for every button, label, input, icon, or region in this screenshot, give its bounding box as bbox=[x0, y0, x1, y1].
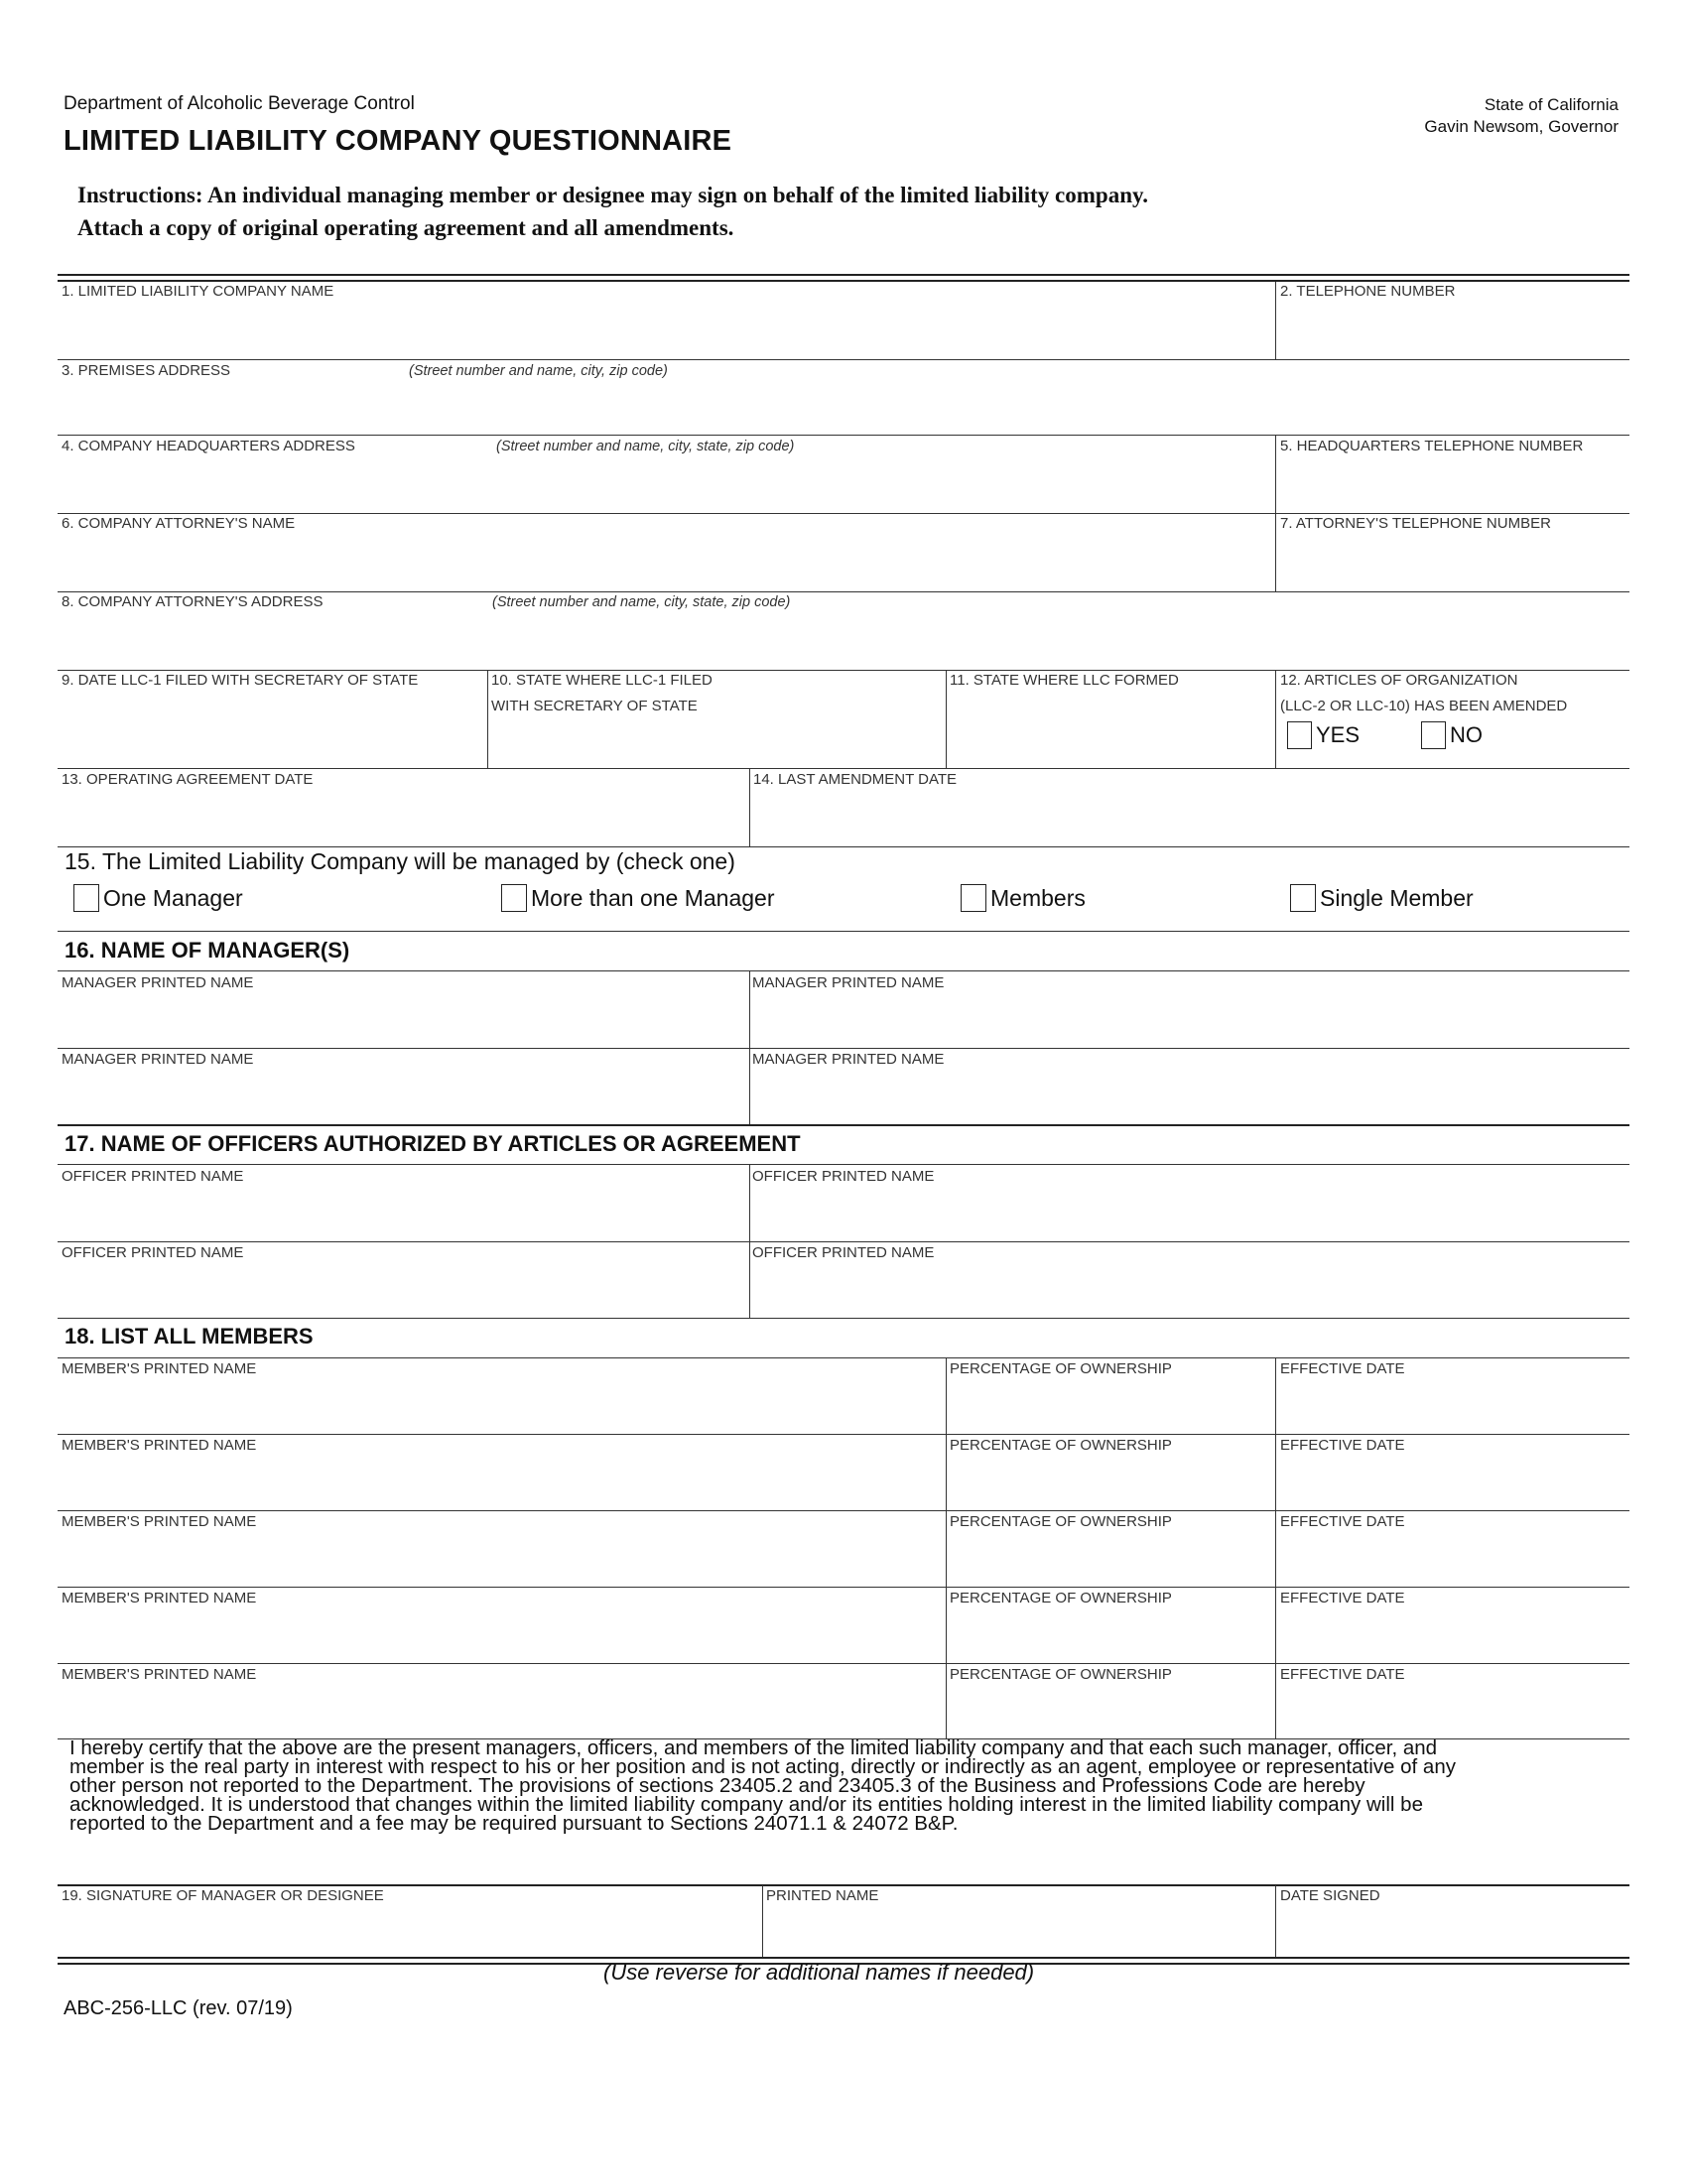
manager-name-field[interactable]: MANAGER PRINTED NAME bbox=[752, 1051, 945, 1068]
manager-name-field[interactable]: MANAGER PRINTED NAME bbox=[62, 1051, 254, 1068]
option-label: Members bbox=[990, 884, 1086, 911]
llc1-filed-state-label-2: WITH SECRETARY OF STATE bbox=[491, 698, 698, 714]
row-divider bbox=[58, 591, 1629, 592]
option-label: One Manager bbox=[103, 884, 243, 911]
row-divider bbox=[58, 768, 1629, 769]
form-title: LIMITED LIABILITY COMPANY QUESTIONNAIRE bbox=[64, 125, 732, 157]
instructions bbox=[77, 179, 1566, 244]
bottom-rule bbox=[58, 1957, 1629, 1959]
signature-field[interactable]: 19. SIGNATURE OF MANAGER OR DESIGNEE bbox=[62, 1887, 384, 1904]
hq-address-hint: (Street number and name, city, state, zip code) bbox=[496, 439, 795, 454]
instructions-line-2: Attach a copy of original operating agreement and all amendments. bbox=[77, 215, 734, 240]
state-formed-field[interactable]: 11. STATE WHERE LLC FORMED bbox=[950, 672, 1179, 689]
divider bbox=[946, 1358, 947, 1739]
member-effective-date-field[interactable]: EFFECTIVE DATE bbox=[1280, 1513, 1405, 1530]
row-divider bbox=[58, 1164, 1629, 1165]
row-divider bbox=[58, 931, 1629, 932]
member-percentage-field[interactable]: PERCENTAGE OF OWNERSHIP bbox=[950, 1513, 1172, 1530]
row-divider bbox=[58, 670, 1629, 671]
member-percentage-field[interactable]: PERCENTAGE OF OWNERSHIP bbox=[950, 1590, 1172, 1606]
governor-name: Gavin Newsom, Governor bbox=[1424, 117, 1619, 136]
premises-address-field[interactable]: 3. PREMISES ADDRESS bbox=[62, 362, 231, 379]
llc1-filed-state-field[interactable]: 10. STATE WHERE LLC-1 FILED bbox=[491, 672, 713, 689]
date-signed-field[interactable]: DATE SIGNED bbox=[1280, 1887, 1380, 1904]
top-rule bbox=[58, 274, 1629, 276]
divider bbox=[946, 671, 947, 768]
divider bbox=[1275, 1885, 1276, 1957]
hq-address-field[interactable]: 4. COMPANY HEADQUARTERS ADDRESS bbox=[62, 438, 355, 454]
officer-name-field[interactable]: OFFICER PRINTED NAME bbox=[62, 1244, 244, 1261]
row-divider bbox=[58, 1587, 1629, 1588]
member-percentage-field[interactable]: PERCENTAGE OF OWNERSHIP bbox=[950, 1360, 1172, 1377]
option-label: Single Member bbox=[1320, 884, 1474, 911]
row-divider bbox=[58, 970, 1629, 971]
no-label: NO bbox=[1450, 722, 1483, 747]
certification-line: I hereby certify that the above are the present managers, officers, and members of the limited liability company and that each such manager, officer, and bbox=[69, 1736, 1438, 1759]
premises-address-hint: (Street number and name, city, zip code) bbox=[409, 363, 668, 379]
officers-section-title: 17. NAME OF OFFICERS AUTHORIZED BY ARTICLES OR AGREEMENT bbox=[65, 1131, 801, 1156]
management-question: 15. The Limited Liability Company will be managed by (check one) bbox=[65, 848, 735, 874]
member-percentage-field[interactable]: PERCENTAGE OF OWNERSHIP bbox=[950, 1437, 1172, 1454]
member-name-field[interactable]: MEMBER'S PRINTED NAME bbox=[62, 1360, 257, 1377]
top-rule-2 bbox=[58, 280, 1629, 282]
checkbox[interactable] bbox=[961, 884, 986, 912]
member-name-field[interactable]: MEMBER'S PRINTED NAME bbox=[62, 1513, 257, 1530]
managers-section-title: 16. NAME OF MANAGER(S) bbox=[65, 938, 350, 963]
articles-amended-label-2: (LLC-2 OR LLC-10) HAS BEEN AMENDED bbox=[1280, 698, 1568, 714]
attorney-address-hint: (Street number and name, city, state, zip code) bbox=[492, 594, 791, 610]
row-divider bbox=[58, 1510, 1629, 1511]
row-divider bbox=[58, 435, 1629, 436]
llc-name-field[interactable]: 1. LIMITED LIABILITY COMPANY NAME bbox=[62, 283, 334, 300]
state-name: State of California bbox=[1484, 95, 1619, 114]
officer-name-field[interactable]: OFFICER PRINTED NAME bbox=[752, 1244, 935, 1261]
officer-name-field[interactable]: OFFICER PRINTED NAME bbox=[62, 1168, 244, 1185]
row-divider bbox=[58, 846, 1629, 847]
form-id: ABC-256-LLC (rev. 07/19) bbox=[64, 1997, 293, 2019]
member-percentage-field[interactable]: PERCENTAGE OF OWNERSHIP bbox=[950, 1666, 1172, 1683]
certification-text bbox=[69, 1738, 1558, 1833]
certification-line: member is the real party in interest with respect to his or her position and is not acting, directly or indirectly as an agent, employee or representative of any bbox=[69, 1755, 1456, 1778]
reverse-note: (Use reverse for additional names if needed) bbox=[603, 1960, 1035, 1985]
divider bbox=[749, 769, 750, 846]
state-header bbox=[1424, 94, 1619, 138]
divider bbox=[1275, 1358, 1276, 1739]
checkbox[interactable] bbox=[1287, 721, 1312, 749]
divider bbox=[487, 671, 488, 768]
attorney-telephone-field[interactable]: 7. ATTORNEY'S TELEPHONE NUMBER bbox=[1280, 515, 1551, 532]
row-divider bbox=[58, 513, 1629, 514]
certification-line: acknowledged. It is understood that changes within the limited liability company and/or its entities holding interest in the limited liability company will be bbox=[69, 1793, 1423, 1816]
member-effective-date-field[interactable]: EFFECTIVE DATE bbox=[1280, 1437, 1405, 1454]
checkbox[interactable] bbox=[501, 884, 527, 912]
articles-amended-yes[interactable] bbox=[1287, 721, 1360, 749]
divider bbox=[1275, 282, 1276, 359]
telephone-field[interactable]: 2. TELEPHONE NUMBER bbox=[1280, 283, 1456, 300]
option-more-than-one-manager[interactable] bbox=[501, 884, 775, 912]
row-divider bbox=[58, 1241, 1629, 1242]
divider bbox=[1275, 514, 1276, 591]
row-divider bbox=[58, 1434, 1629, 1435]
last-amendment-date-field[interactable]: 14. LAST AMENDMENT DATE bbox=[753, 771, 958, 788]
checkbox[interactable] bbox=[1290, 884, 1316, 912]
department-name: Department of Alcoholic Beverage Control bbox=[64, 93, 415, 114]
operating-agreement-date-field[interactable]: 13. OPERATING AGREEMENT DATE bbox=[62, 771, 314, 788]
checkbox[interactable] bbox=[73, 884, 99, 912]
row-divider bbox=[58, 1884, 1629, 1886]
officer-name-field[interactable]: OFFICER PRINTED NAME bbox=[752, 1168, 935, 1185]
member-effective-date-field[interactable]: EFFECTIVE DATE bbox=[1280, 1666, 1405, 1683]
row-divider bbox=[58, 359, 1629, 360]
option-label: More than one Manager bbox=[531, 884, 775, 911]
member-name-field[interactable]: MEMBER'S PRINTED NAME bbox=[62, 1437, 257, 1454]
row-divider bbox=[58, 1048, 1629, 1049]
row-divider bbox=[58, 1318, 1629, 1319]
articles-amended-label: 12. ARTICLES OF ORGANIZATION bbox=[1280, 672, 1518, 689]
divider bbox=[1275, 671, 1276, 768]
hq-telephone-field[interactable]: 5. HEADQUARTERS TELEPHONE NUMBER bbox=[1280, 438, 1584, 454]
divider bbox=[762, 1885, 763, 1957]
certification-line: reported to the Department and a fee may be required pursuant to Sections 24071.1 & 24072 B&P. bbox=[69, 1812, 959, 1835]
manager-name-field[interactable]: MANAGER PRINTED NAME bbox=[752, 974, 945, 991]
row-divider bbox=[58, 1357, 1629, 1358]
checkbox[interactable] bbox=[1421, 721, 1446, 749]
option-one-manager[interactable] bbox=[73, 884, 243, 912]
member-effective-date-field[interactable]: EFFECTIVE DATE bbox=[1280, 1590, 1405, 1606]
certification-line: other person not reported to the Department. The provisions of sections 23405.2 and 23405.3 of the Business and Professions Code are hereby bbox=[69, 1774, 1365, 1797]
articles-amended-no[interactable] bbox=[1421, 721, 1483, 749]
option-members[interactable] bbox=[961, 884, 1086, 912]
yes-label: YES bbox=[1316, 722, 1361, 747]
divider bbox=[1275, 436, 1276, 513]
instructions-line-1: Instructions: An individual managing member or designee may sign on behalf of the limited liability company. bbox=[77, 183, 1148, 207]
member-name-field[interactable]: MEMBER'S PRINTED NAME bbox=[62, 1666, 257, 1683]
row-divider bbox=[58, 1124, 1629, 1126]
row-divider bbox=[58, 1663, 1629, 1664]
llc1-filed-date-field[interactable]: 9. DATE LLC-1 FILED WITH SECRETARY OF STATE bbox=[62, 672, 419, 689]
member-effective-date-field[interactable]: EFFECTIVE DATE bbox=[1280, 1360, 1405, 1377]
option-single-member[interactable] bbox=[1290, 884, 1474, 912]
manager-name-field[interactable]: MANAGER PRINTED NAME bbox=[62, 974, 254, 991]
member-name-field[interactable]: MEMBER'S PRINTED NAME bbox=[62, 1590, 257, 1606]
attorney-name-field[interactable]: 6. COMPANY ATTORNEY'S NAME bbox=[62, 515, 296, 532]
members-section-title: 18. LIST ALL MEMBERS bbox=[65, 1324, 314, 1349]
attorney-address-field[interactable]: 8. COMPANY ATTORNEY'S ADDRESS bbox=[62, 593, 324, 610]
printed-name-field[interactable]: PRINTED NAME bbox=[766, 1887, 879, 1904]
